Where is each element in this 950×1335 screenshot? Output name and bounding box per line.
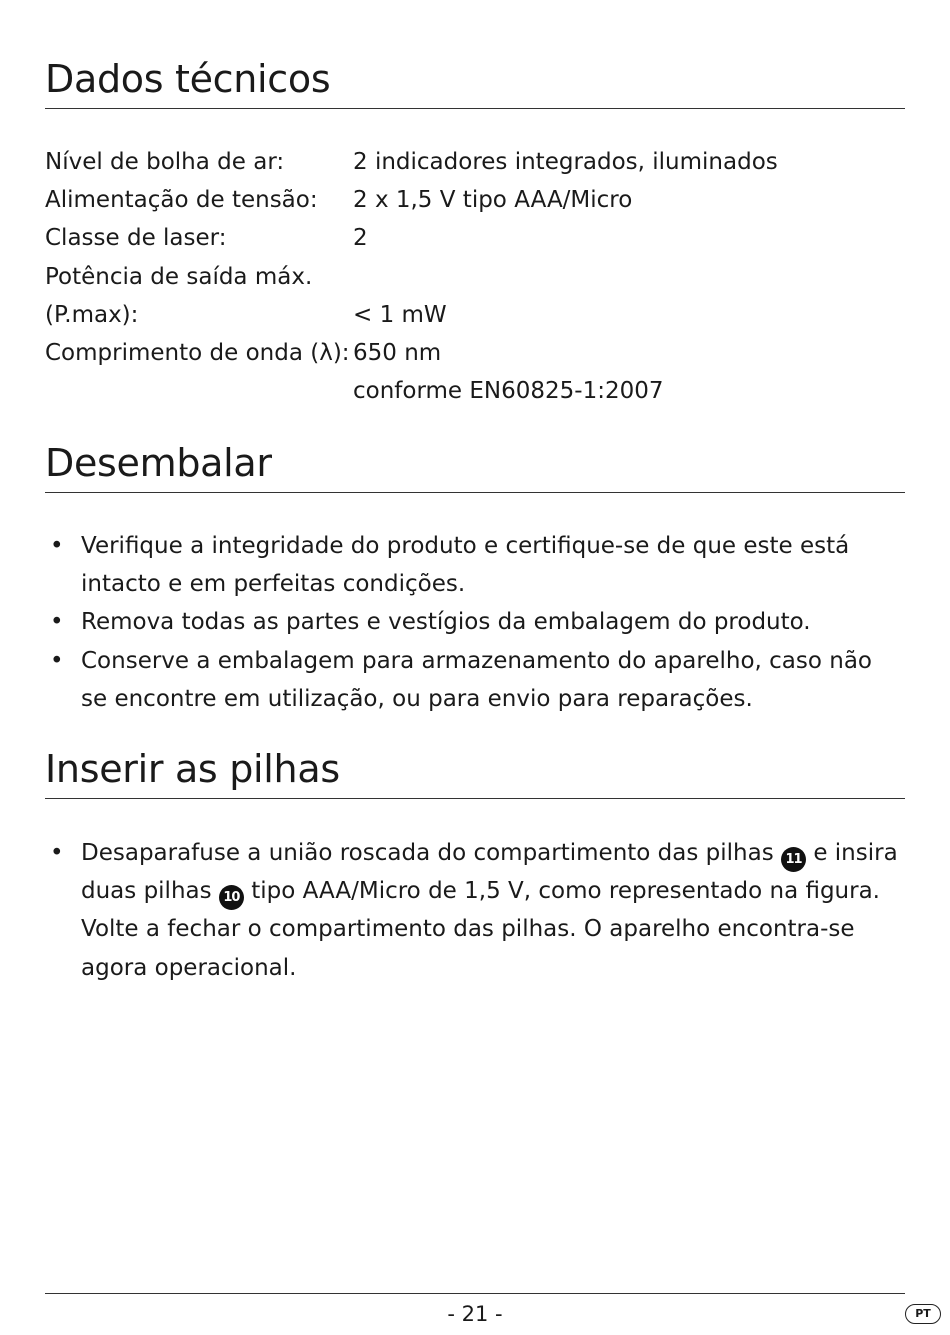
spec-value: 2 indicadores integrados, iluminados bbox=[353, 149, 778, 175]
spec-row bbox=[45, 143, 778, 181]
spec-row bbox=[45, 219, 778, 257]
page-number: - 21 - bbox=[447, 1302, 503, 1326]
spec-value: conforme EN60825-1:2007 bbox=[353, 378, 664, 405]
list-item bbox=[45, 834, 905, 987]
section-title-unpacking: Desembalar bbox=[45, 440, 905, 493]
part-reference-10-icon: 10 bbox=[219, 885, 244, 910]
bullet-icon: • bbox=[50, 533, 64, 559]
section-title-insert-batteries: Inserir as pilhas bbox=[45, 746, 905, 799]
spec-label: Alimentação de tensão: bbox=[45, 187, 318, 214]
spec-label: Nível de bolha de ar: bbox=[45, 149, 285, 175]
part-reference-11-icon: 11 bbox=[781, 847, 806, 872]
spec-value: 2 bbox=[353, 225, 368, 252]
spec-label: (P.max): bbox=[45, 301, 139, 328]
section-title-technical-data: Dados técnicos bbox=[45, 56, 905, 109]
list-item bbox=[45, 603, 905, 641]
spec-row bbox=[45, 372, 778, 410]
spec-row bbox=[45, 296, 778, 334]
list-item-text: Remova todas as partes e vestígios da embalagem do produto. bbox=[81, 609, 811, 636]
bullet-icon: • bbox=[50, 609, 64, 636]
spec-label: Comprimento de onda (λ): bbox=[45, 340, 350, 367]
list-item-text: Verifique a integridade do produto e certifique-se de que este está intacto e em perfeitas condições. bbox=[81, 533, 850, 598]
bullet-icon: • bbox=[50, 840, 64, 866]
spec-row bbox=[45, 258, 778, 296]
spec-row bbox=[45, 334, 778, 372]
spec-row bbox=[45, 181, 778, 219]
unpacking-list bbox=[45, 527, 905, 718]
list-item-text: Desaparafuse a união roscada do compartimento das pilhas bbox=[81, 840, 774, 866]
spec-value: 2 x 1,5 V tipo AAA/Micro bbox=[353, 187, 633, 214]
batteries-list bbox=[45, 834, 905, 987]
footer-divider bbox=[45, 1293, 905, 1294]
spec-value: < 1 mW bbox=[353, 301, 447, 328]
list-item bbox=[45, 642, 905, 718]
spec-label: Potência de saída máx. bbox=[45, 263, 313, 290]
list-item-text: tipo AAA/Micro de 1,5 V, como representado na figura. Volte a fechar o compartimento das pilhas. O aparelho encontra-se agora operacional. bbox=[81, 878, 880, 981]
bullet-icon: • bbox=[50, 647, 64, 674]
language-badge: PT bbox=[905, 1304, 941, 1324]
spec-label: Classe de laser: bbox=[45, 225, 227, 252]
list-item-text: e insira duas pilhas bbox=[81, 840, 898, 905]
list-item bbox=[45, 527, 905, 603]
list-item-text: Conserve a embalagem para armazenamento do aparelho, caso não se encontre em utilização, ou para envio para reparações. bbox=[81, 647, 872, 712]
spec-value: 650 nm bbox=[353, 340, 442, 367]
technical-specs-table bbox=[45, 143, 778, 410]
spec-label bbox=[45, 372, 353, 410]
